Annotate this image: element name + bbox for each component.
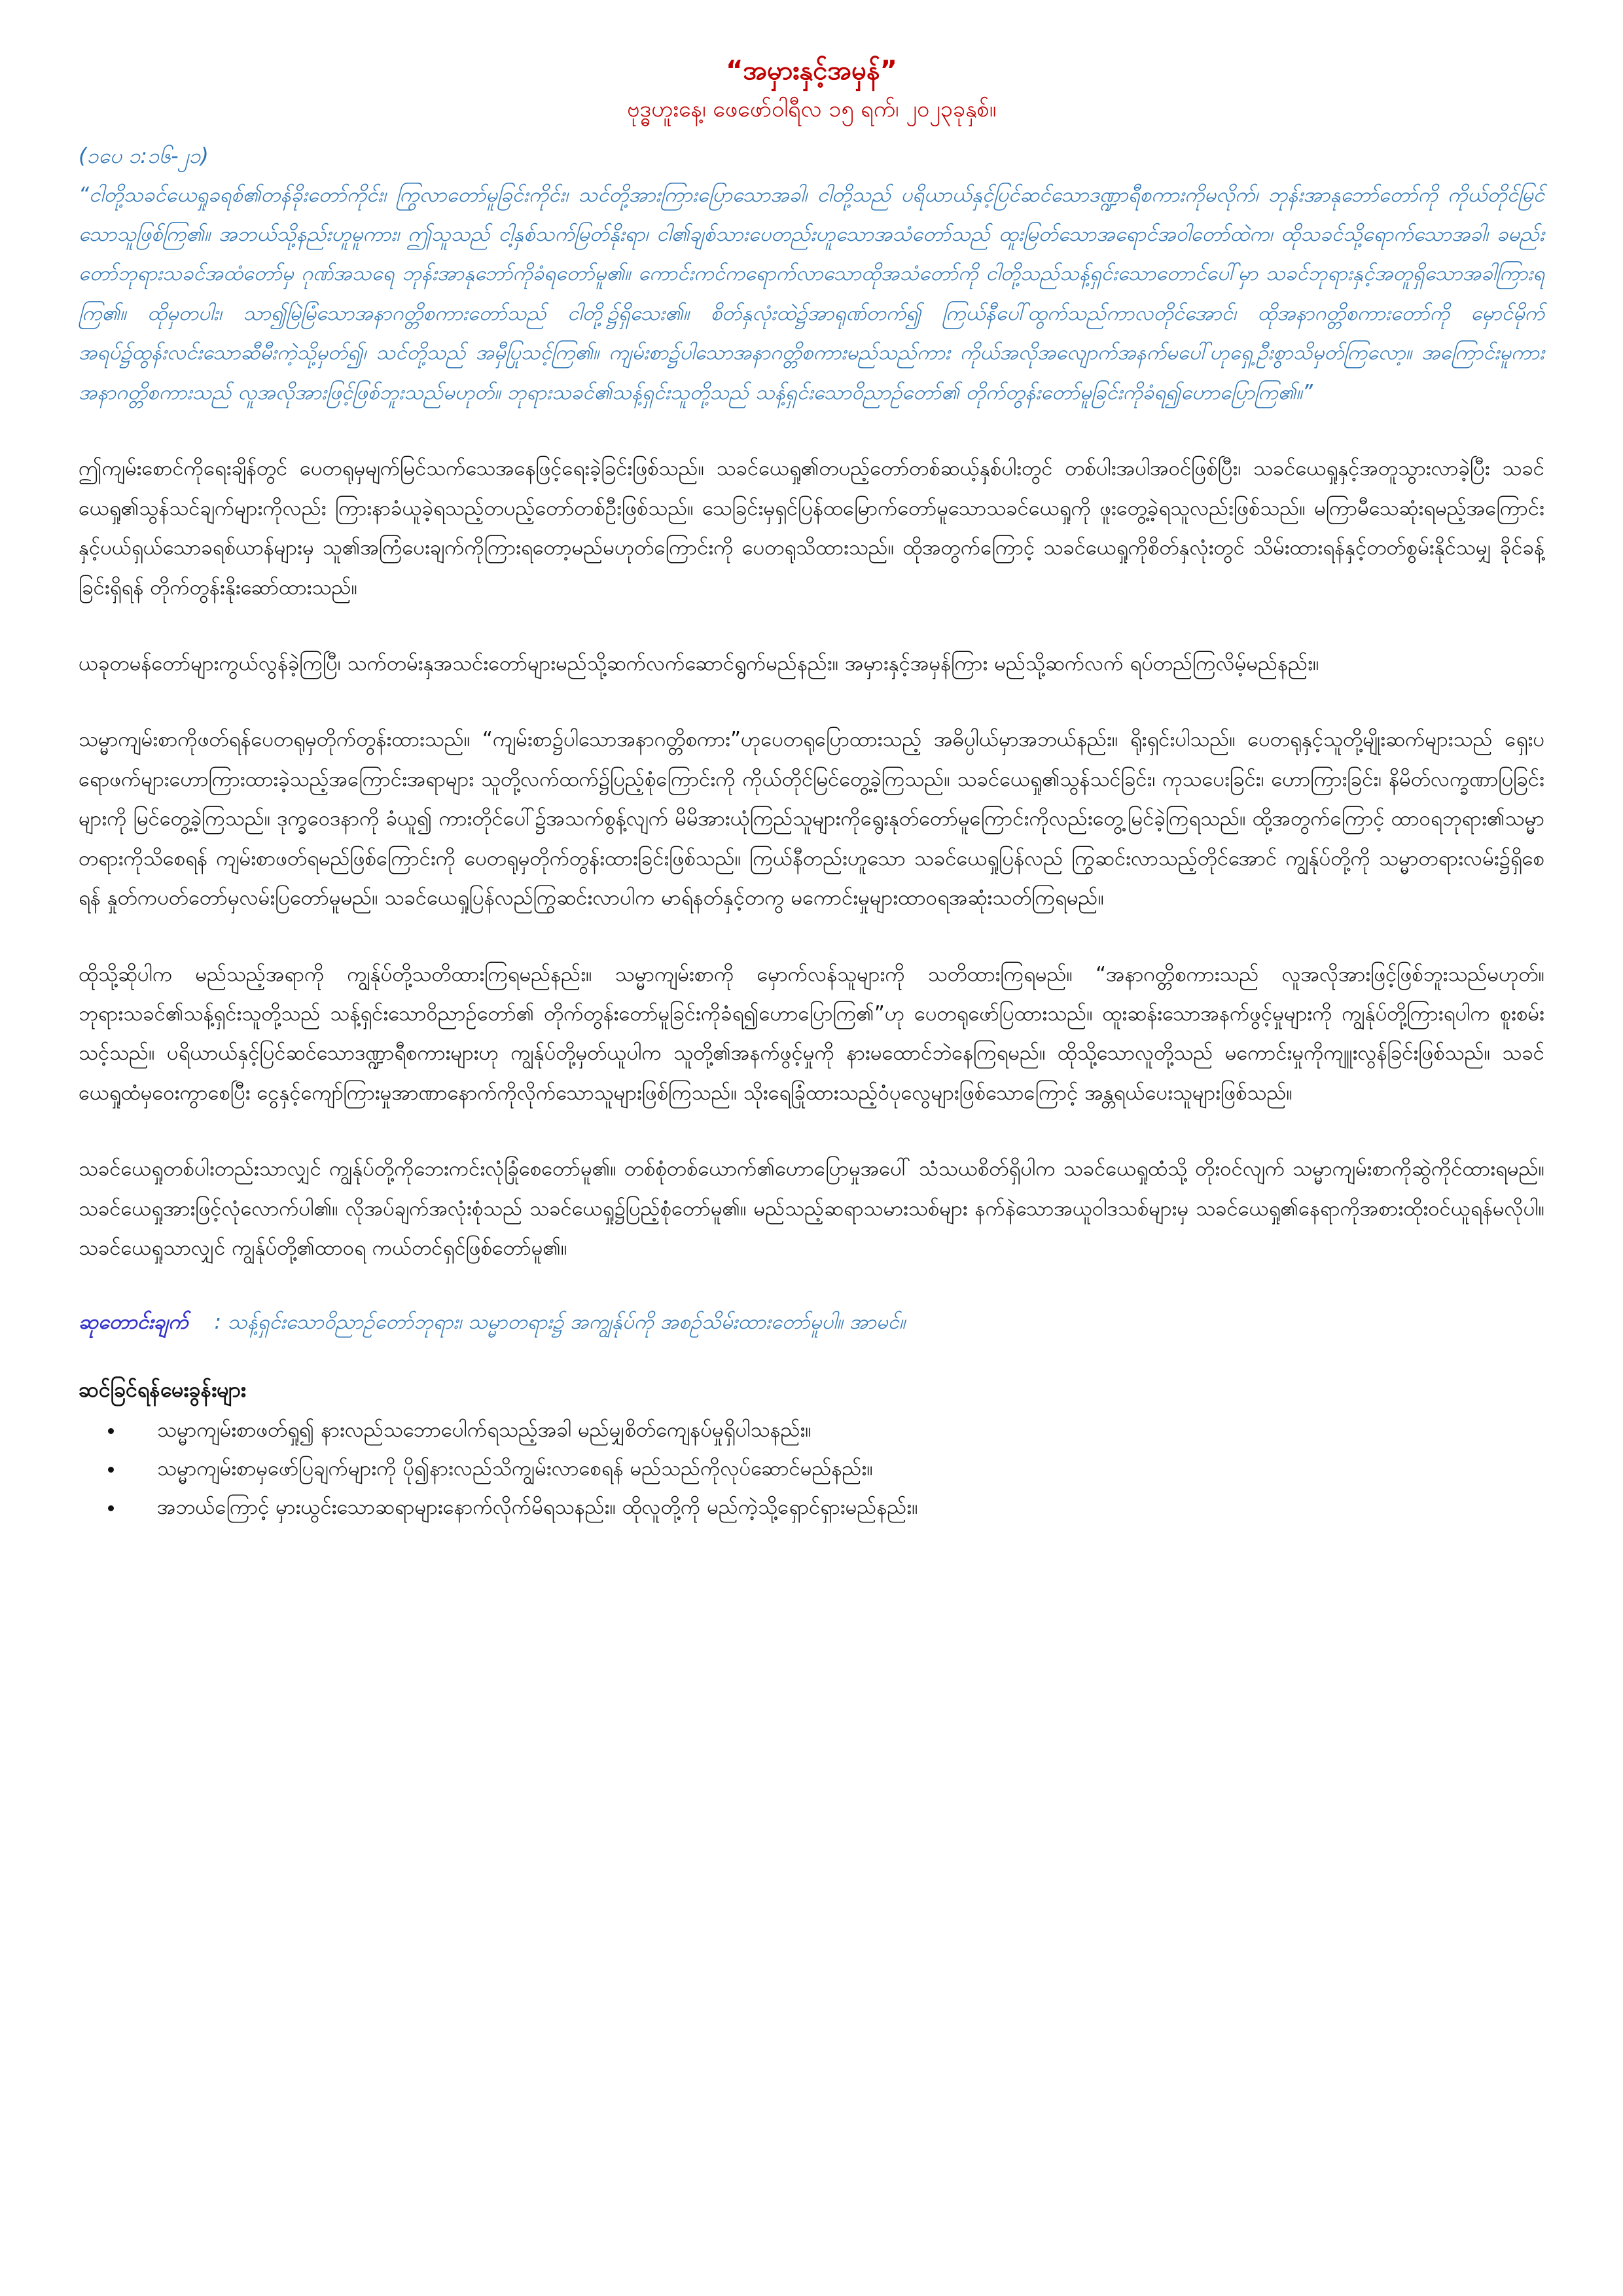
body-paragraph-1: ဤကျမ်းစောင်ကိုရေးချိန်တွင် ပေတရုမှမျက်မြင်သက်သေအနေဖြင့်ရေးခဲ့ခြင်းဖြစ်သည်။ သခင်ယေရှု၏တပည့်တော်တစ်ဆယ့်နှစ်ပါးတွင် တစ်ပါးအပါအဝင်ဖြစ်ပြီး၊ သခင်ယေရှုနှင့်အတူသွားလာခဲ့ပြီး သခင်ယေရှု၏သွန်သင်ချက်များကိုလည်း ကြားနာခံယူခဲ့ရသည့်တပည့်တော်တစ်ဦးဖြစ်သည်။ သေခြင်းမှရှင်ပြန်ထမြောက်တော်မူသောသခင်ယေရှုကို ဖူးတွေ့ခဲ့ရသူလည်းဖြစ်သည်။ မကြာမီသေဆုံးရမည့်အကြောင်းနှင့်ပယ်ရှယ်သောခရစ်ယာန်များမှ သူ၏အကြံပေးချက်ကိုကြားရတော့မည်မဟုတ်ကြောင်းကို ပေတရုသိထားသည်။ ထိုအတွက်ကြောင့် သခင်ယေရှုကိုစိတ်နှလုံးတွင် သိမ်းထားရန်နှင့်တတ်စွမ်းနိုင်သမျှ ခိုင်ခန့်ခြင်းရှိရန် တိုက်တွန်းနိုးဆော်ထားသည်။: [79, 457, 1544, 600]
body-paragraph-4: ထိုသို့ဆိုပါက မည်သည့်အရာကို ကျွန်ုပ်တို့သတိထားကြရမည်နည်း။ သမ္မာကျမ်းစာကို မှောက်လန်သူများကို သတိထားကြရမည်။ “အနာဂတ္တိစကားသည် လူအလိုအားဖြင့်ဖြစ်ဘူးသည်မဟုတ်။ ဘုရားသခင်၏သန့်ရှင်းသူတို့သည် သန့်ရှင်းသောဝိညာဉ်တော်၏ တိုက်တွန်းတော်မူခြင်းကိုခံရ၍ဟောပြောကြ၏”ဟု ပေတရုဖော်ပြထားသည်။ ထူးဆန်းသောအနက်ဖွင့်မှုများကို ကျွန်ုပ်တို့ကြားရပါက စူးစမ်းသင့်သည်။ ပရိယာယ်နှင့်ပြင်ဆင်သောဒဏ္ဍာရီစကားများဟု ကျွန်ုပ်တို့မှတ်ယူပါက သူတို့၏အနက်ဖွင့်မှုကို နားမထောင်ဘဲနေကြရမည်။ ထိုသို့သောလူတို့သည် မကောင်းမှုကိုကျူးလွန်ခြင်းဖြစ်သည်။ သခင်ယေရှုထံမှဝေးကွာစေပြီး ငွေနှင့်ကျော်ကြားမှုအာဏာနောက်ကိုလိုက်သောသူများဖြစ်ကြသည်။ သိုးရေခြုံထားသည့်ဝံပုလွေများဖြစ်သောကြောင့် အန္တရယ်ပေးသူများဖြစ်သည်။: [79, 962, 1544, 1105]
question-item-3: • အဘယ်ကြောင့် မှားယွင်းသောဆရာများနောက်လိုက်မိရသနည်း။ ထိုလူတို့ကို မည်ကဲ့သို့ရှောင်ရှားမည်နည်း။: [124, 1488, 1544, 1527]
scripture-text: “ငါတို့သခင်ယေရှုခရစ်၏တန်ခိုးတော်ကိုင်း၊ ကြွလာတော်မူခြင်းကိုင်း၊ သင်တို့အားကြားပြောသောအခါ၊ ငါတို့သည် ပရိယာယ်နှင့်ပြင်ဆင်သောဒဏ္ဍာရီစကားကိုမလိုက်၊ ဘုန်းအာနုဘော်တော်ကို ကိုယ်တိုင်မြင်သောသူဖြစ်ကြ၏။ အဘယ်သို့နည်းဟူမူကား၊ ဤသူသည် ငါ့နှစ်သက်မြတ်နိုးရာ၊ ငါ၏ချစ်သားပေတည်းဟူသောအသံတော်သည် ထူးမြတ်သောအရောင်အဝါတော်ထဲက၊ ထိုသခင်သို့ရောက်သောအခါ၊ ခမည်းတော်ဘုရားသခင်အထံတော်မှ ဂုဏ်အသရေ ဘုန်းအာနုဘော်ကိုခံရတော်မူ၏။ ကောင်းကင်ကရောက်လာသောထိုအသံတော်ကို ငါတို့သည်သန့်ရှင်းသောတောင်ပေါ်မှာ သခင်ဘုရားနှင့်အတူရှိသောအခါကြားရကြ၏။ ထိုမှတပါး၊ သာ၍မြဲမြံသောအနာဂတ္တိစကားတော်သည် ငါတို့၌ရှိသေး၏။ စိတ်နှလုံးထဲ၌အာရုဏ်တက်၍ ကြယ်နီပေါ်ထွက်သည်ကာလတိုင်အောင်၊ ထိုအနာဂတ္တိစကားတော်ကို မှောင်မိုက်အရပ်၌ထွန်းလင်းသောဆီမီးကဲ့သို့မှတ်၍၊ သင်တို့သည် အမှီပြုသင့်ကြ၏။ ကျမ်းစာ၌ပါသောအနာဂတ္တိစကားမည်သည်ကား ကိုယ်အလိုအလျောက်အနက်မပေါ်ဟုရှေ့ဦးစွာသိမှတ်ကြလော့။ အကြောင်းမူကား အနာဂတ္တိစကားသည် လူအလိုအားဖြင့်ဖြစ်ဘူးသည်မဟုတ်။ ဘုရားသခင်၏သန့်ရှင်းသူတို့သည် သန့်ရှင်းသောဝိညာဉ်တော်၏ တိုက်တွန်းတော်မူခြင်းကိုခံရ၍ဟောပြောကြ၏။”: [79, 183, 1544, 404]
prayer-text: : သန့်ရှင်းသောဝိညာဉ်တော်ဘုရား၊ သမ္မာတရား၌ အကျွန်ုပ်ကို အစဉ်သိမ်းထားတော်မူပါ။ အာမင်။: [214, 1310, 906, 1334]
body-paragraph-2: ယခုတမန်တော်များကွယ်လွန်ခဲ့ကြပြီ၊ သက်တမ်းနှအသင်းတော်များမည်သို့ဆက်လက်ဆောင်ရွက်မည်နည်း။ အမှားနှင့်အမှန်ကြား မည်သို့ဆက်လက် ရပ်တည်ကြလိမ့်မည်နည်း။: [79, 651, 1319, 675]
body-paragraph-3: သမ္မာကျမ်းစာကိုဖတ်ရန်ပေတရုမှတိုက်တွန်းထားသည်။ “ကျမ်းစာ၌ပါသောအနာဂတ္တိစကား”ဟုပေတရုပြောထားသည့် အဓိပ္ပါယ်မှာအဘယ်နည်း။ ရိုးရှင်းပါသည်။ ပေတရုနှင့်သူတို့မျိုးဆက်များသည် ရှေးပရောဖက်များဟောကြားထားခဲ့သည့်အကြောင်းအရာများ သူတို့လက်ထက်၌ပြည့်စုံကြောင်းကို ကိုယ်တိုင်မြင်တွေ့ခဲ့ကြသည်။ သခင်ယေရှု၏သွန်သင်ခြင်း၊ ကုသပေးခြင်း၊ ဟောကြားခြင်း၊ နိမိတ်လက္ခဏာပြခြင်းများကို မြင်တွေ့ခဲ့ကြသည်။ ဒုက္ခဝေဒနာကို ခံယူ၍ ကားတိုင်ပေါ်၌အသက်စွန့်လျက် မိမိအားယုံကြည်သူများကိုရွေးနုတ်တော်မူကြောင်းကိုလည်းတွေ့မြင်ခဲ့ကြရသည်။ ထို့အတွက်ကြောင့် ထာဝရဘုရား၏သမ္မာတရားကိုသိစေရန် ကျမ်းစာဖတ်ရမည်ဖြစ်ကြောင်းကို ပေတရုမှတိုက်တွန်းထားခြင်းဖြစ်သည်။ ကြယ်နီတည်းဟူသော သခင်ယေရှုပြန်လည် ကြွဆင်းလာသည့်တိုင်အောင် ကျွန်ုပ်တို့ကို သမ္မာတရားလမ်း၌ရှိစေရန် နှုတ်ကပတ်တော်မှလမ်းပြတော်မူမည်။ သခင်ယေရှုပြန်လည်ကြွဆင်းလာပါက မာရ်နတ်နှင့်တကွ မကောင်းမှုများထာဝရအဆုံးသတ်ကြရမည်။: [79, 728, 1544, 910]
devotional-page: [79, 39, 1544, 1527]
questions-list: [79, 1411, 1544, 1527]
question-item-2: • သမ္မာကျမ်းစာမှဖော်ပြချက်များကို ပို၍နားလည်သိကျွမ်းလာစေရန် မည်သည်ကိုလုပ်ဆောင်မည်နည်း။: [124, 1450, 1544, 1488]
prayer-line: [79, 1305, 1544, 1340]
prayer-label: ဆုတောင်းချက်: [79, 1310, 188, 1334]
questions-heading: ဆင်ခြင်ရန်မေးခွန်းများ: [79, 1377, 246, 1403]
date-line: ဗုဒ္ဓဟူးနေ့၊ ဖေဖော်ဝါရီလ ၁၅ ရက်၊ ၂၀၂၃ခုနှစ်။: [626, 96, 997, 122]
question-item-1: • သမ္မာကျမ်းစာဖတ်ရှု၍ နားလည်သဘောပေါက်ရသည့်အခါ မည်မျှစိတ်ကျေနပ်မှုရှိပါသနည်း။: [124, 1411, 1544, 1450]
scripture-reference: (၁ပေ ၁:၁၆-၂၁): [79, 143, 209, 168]
page-title: “အမှားနှင့်အမှန်”: [726, 56, 897, 86]
body-paragraph-5: သခင်ယေရှုတစ်ပါးတည်းသာလျှင် ကျွန်ုပ်တို့ကိုဘေးကင်းလုံခြုံစေတော်မူ၏။ တစ်စုံတစ်ယောက်၏ဟောပြောမှုအပေါ် သံသယစိတ်ရှိပါက သခင်ယေရှုထံသို့ တိုးဝင်လျက် သမ္မာကျမ်းစာကိုဆွဲကိုင်ထားရမည်။ သခင်ယေရှုအားဖြင့်လုံလောက်ပါ၏။ လိုအပ်ချက်အလုံးစုံသည် သခင်ယေရှု၌ပြည့်စုံတော်မူ၏။ မည်သည့်ဆရာသမားသစ်များ နက်နဲသောအယူဝါဒသစ်များမှ သခင်ယေရှု၏နေရာကိုအစားထိုးဝင်ယူရန်မလိုပါ။ သခင်ယေရှုသာလျှင် ကျွန်ုပ်တို့၏ထာဝရ ကယ်တင်ရှင်ဖြစ်တော်မူ၏။: [79, 1157, 1544, 1261]
